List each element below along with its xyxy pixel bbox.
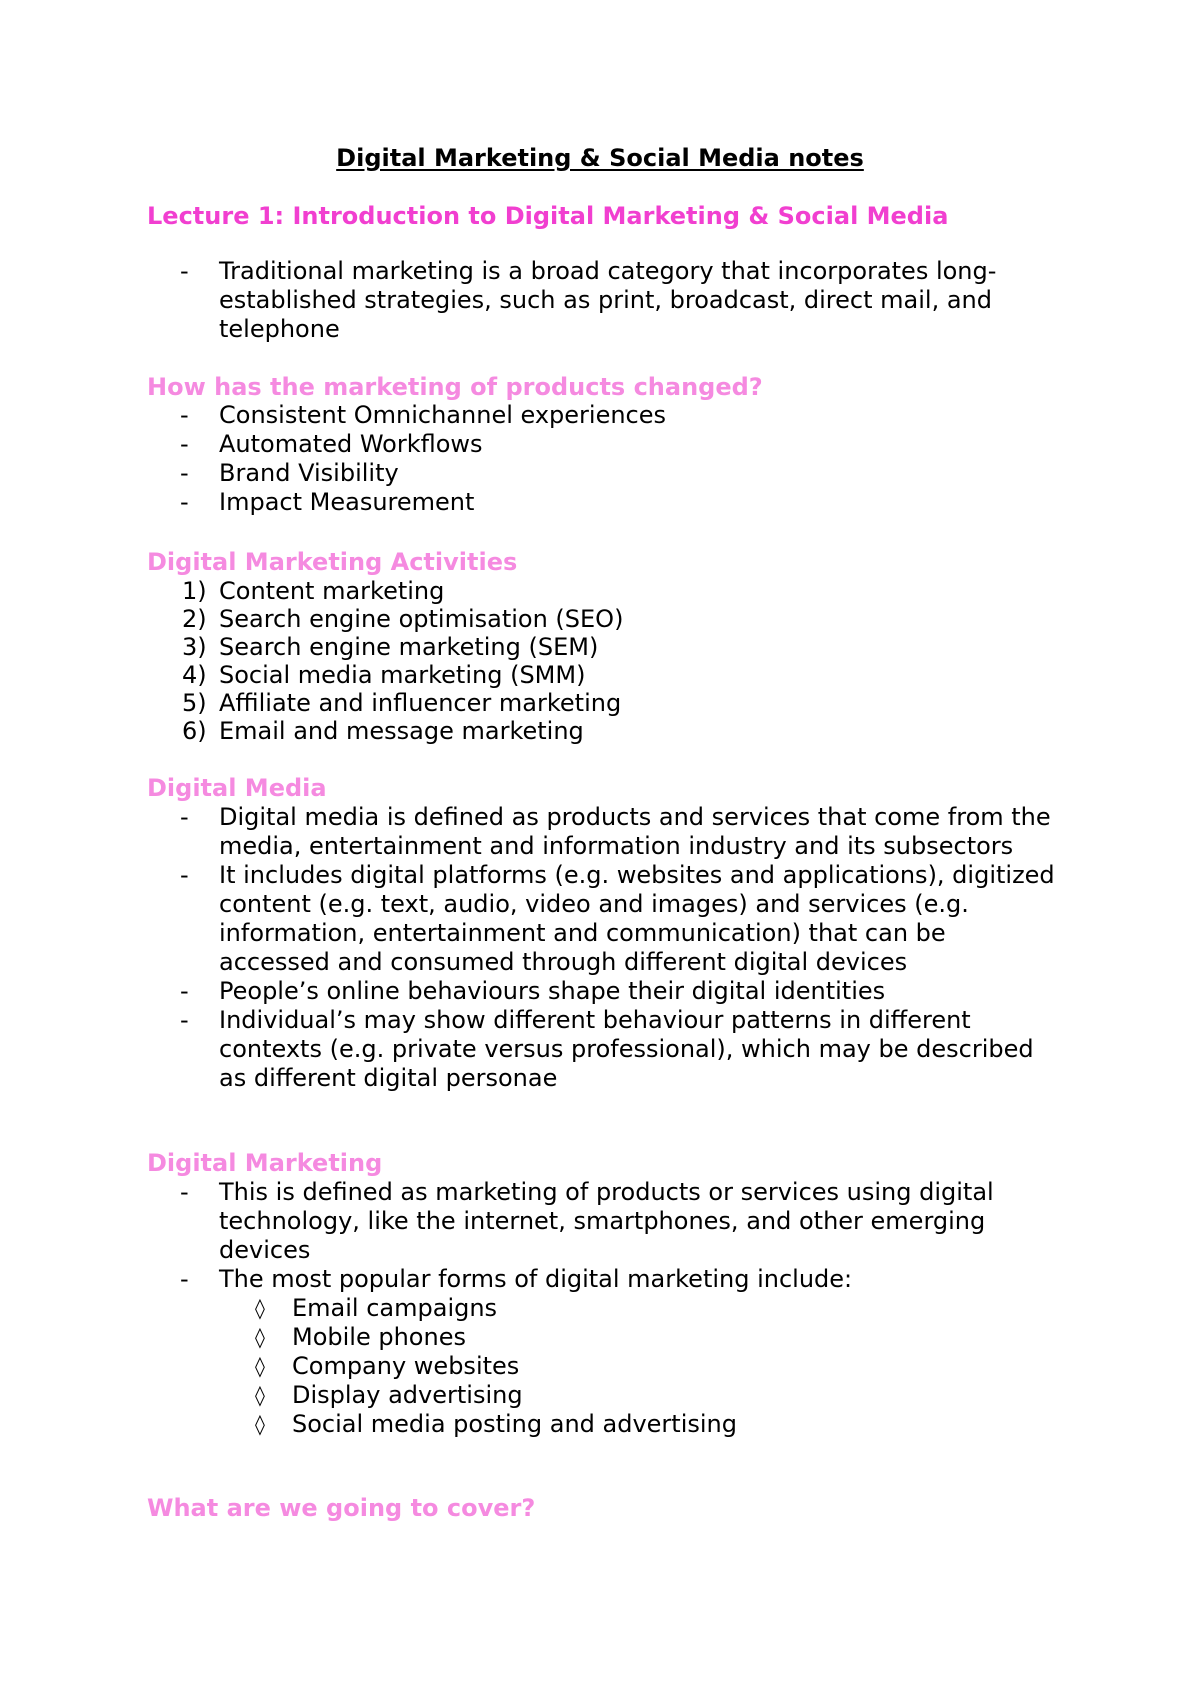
bullet-dash: - [180,488,189,516]
list-item-text: Consistent Omnichannel experiences [219,401,667,429]
bullet-dash: - [180,803,189,831]
bullet-dash: - [180,1006,189,1034]
list-item [147,459,1059,488]
bullet-dash: - [180,1178,189,1206]
sublist-item-text: Company websites [292,1352,520,1380]
bullet-dash: - [180,1265,189,1293]
sublist-item-text: Email campaigns [292,1294,498,1322]
bullet-dash: - [180,257,189,285]
list-item [147,633,1059,661]
list-number: 6) [182,717,207,745]
list-item-text: Traditional marketing is a broad category that incorporates long-established strategies, such as print, broadcast, direct mail, and telephone [219,257,997,343]
list-item-text: Search engine optimisation (SEO) [219,605,624,633]
list-item [147,689,1059,717]
list-item [147,605,1059,633]
list-item-text: It includes digital platforms (e.g. websites and applications), digitized content (e.g. text, audio, video and images) and services (e.g. information, entertainment and communication) that can be accessed and consumed through different digital devices [219,861,1055,976]
sublist-item [219,1352,1059,1381]
section-heading-activities: Digital Marketing Activities [147,548,518,576]
list-item-text: Individual’s may show different behaviour patterns in different contexts (e.g. private versus professional), which may be described as different digital personae [219,1006,1034,1092]
list-item [147,1006,1059,1093]
list-item [147,1178,1059,1265]
intro-list [147,257,1059,344]
list-number: 3) [182,633,207,661]
list-item-text: Content marketing [219,577,445,605]
bullet-dash: - [180,977,189,1005]
bullet-dash: - [180,401,189,429]
diamond-bullet-icon: ◊ [255,1354,265,1378]
forms-sublist [219,1294,1059,1439]
list-item-text: People’s online behaviours shape their digital identities [219,977,886,1005]
sublist-item-text: Mobile phones [292,1323,466,1351]
document-title: Digital Marketing & Social Media notes [336,144,864,172]
list-item [147,257,1059,344]
sublist-item [219,1381,1059,1410]
list-item [147,401,1059,430]
sublist-item-text: Display advertising [292,1381,523,1409]
digital-media-list [147,803,1059,1093]
list-item [147,803,1059,861]
diamond-bullet-icon: ◊ [255,1412,265,1436]
list-item-text: Automated Workflows [219,430,483,458]
sublist-item [219,1294,1059,1323]
bullet-dash: - [180,459,189,487]
bullet-dash: - [180,861,189,889]
section-heading-changes: How has the marketing of products changed? [147,373,763,401]
list-item [147,977,1059,1006]
section-heading-cover: What are we going to cover? [147,1494,536,1522]
list-item-text: This is defined as marketing of products or services using digital technology, like the internet, smartphones, and other emerging devices [219,1178,994,1264]
diamond-bullet-icon: ◊ [255,1325,265,1349]
list-number: 5) [182,689,207,717]
diamond-bullet-icon: ◊ [255,1296,265,1320]
list-number: 2) [182,605,207,633]
list-item-text: Impact Measurement [219,488,475,516]
list-item-text: Search engine marketing (SEM) [219,633,599,661]
sublist-item [219,1323,1059,1352]
changes-list [147,401,1059,517]
sublist-item-text: Social media posting and advertising [292,1410,737,1438]
section-heading-digital-marketing: Digital Marketing [147,1149,383,1177]
list-item-text: Email and message marketing [219,717,584,745]
section-heading-digital-media: Digital Media [147,774,327,802]
list-item [147,577,1059,605]
list-item [147,661,1059,689]
list-number: 1) [182,577,207,605]
diamond-bullet-icon: ◊ [255,1383,265,1407]
sublist-item [219,1410,1059,1439]
list-item-text: Social media marketing (SMM) [219,661,586,689]
list-item [147,1265,1059,1439]
list-item-text: Digital media is defined as products and services that come from the media, entertainment and information industry and its subsectors [219,803,1051,860]
list-item-text: The most popular forms of digital marketing include: [219,1265,853,1293]
list-item [147,430,1059,459]
list-item-text: Brand Visibility [219,459,399,487]
list-item [147,488,1059,517]
activities-list [147,577,1059,745]
digital-marketing-list [147,1178,1059,1439]
lecture-heading: Lecture 1: Introduction to Digital Marketing & Social Media [147,202,949,230]
list-number: 4) [182,661,207,689]
list-item [147,861,1059,977]
list-item-text: Affiliate and influencer marketing [219,689,622,717]
list-item [147,717,1059,745]
bullet-dash: - [180,430,189,458]
